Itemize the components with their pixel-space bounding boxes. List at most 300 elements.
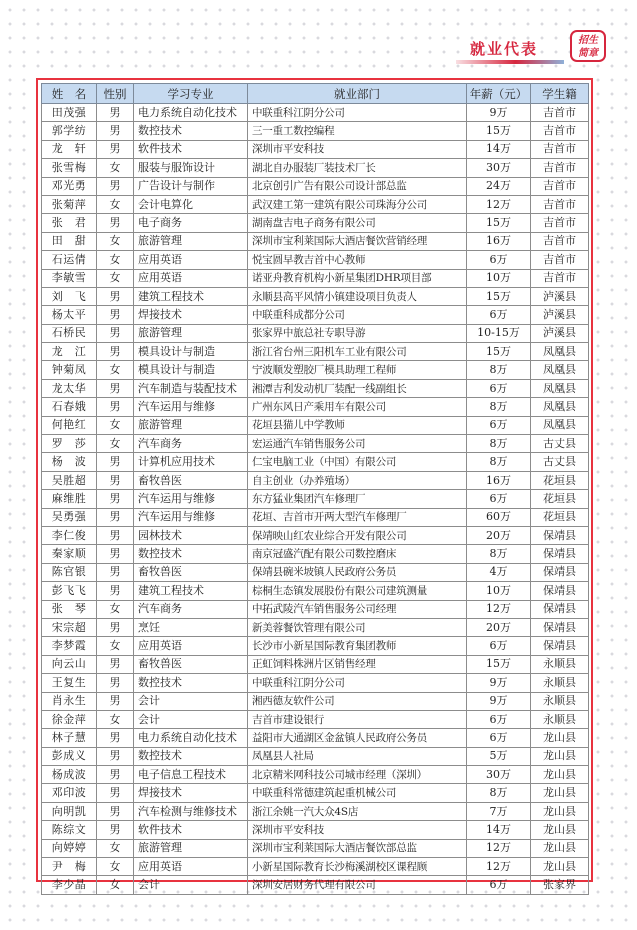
student-name-cell: 林子慧	[42, 729, 97, 747]
student-name-cell: 彭成义	[42, 747, 97, 765]
student-name-cell: 张 君	[42, 214, 97, 232]
student-name-cell: 杨 波	[42, 453, 97, 471]
salary-cell: 8万	[467, 398, 531, 416]
employer-cell: 三一重工数控编程	[248, 122, 467, 140]
major-cell: 畜牧兽医	[134, 563, 248, 581]
seal-line-2: 简章	[578, 48, 598, 59]
salary-cell: 6万	[467, 637, 531, 655]
student-name-cell: 张菊萍	[42, 195, 97, 213]
student-name-cell: 张 琴	[42, 600, 97, 618]
employer-cell: 浙江余姚一汽大众4S店	[248, 802, 467, 820]
student-name-cell: 李少晶	[42, 876, 97, 894]
salary-cell: 6万	[467, 251, 531, 269]
student-name-cell: 石桥民	[42, 324, 97, 342]
employer-cell: 张家界中旅总社专职导游	[248, 324, 467, 342]
column-header-origin: 学生籍	[531, 84, 589, 104]
origin-cell: 龙山县	[531, 802, 589, 820]
student-name-cell: 陈官银	[42, 563, 97, 581]
major-cell: 服装与服饰设计	[134, 159, 248, 177]
origin-cell: 吉首市	[531, 232, 589, 250]
salary-cell: 16万	[467, 471, 531, 489]
major-cell: 会计	[134, 710, 248, 728]
major-cell: 应用英语	[134, 269, 248, 287]
student-name-cell: 麻维胜	[42, 490, 97, 508]
salary-cell: 20万	[467, 618, 531, 636]
student-name-cell: 李敏雪	[42, 269, 97, 287]
employer-cell: 深圳市宝利莱国际大酒店餐饮营销经理	[248, 232, 467, 250]
table-row	[42, 655, 589, 673]
gender-cell: 女	[97, 361, 134, 379]
seal-line-1: 招生	[578, 35, 598, 46]
origin-cell: 泸溪县	[531, 306, 589, 324]
salary-cell: 9万	[467, 104, 531, 122]
gender-cell: 女	[97, 858, 134, 876]
major-cell: 建筑工程技术	[134, 582, 248, 600]
employer-cell: 深圳市平安科技	[248, 821, 467, 839]
salary-cell: 12万	[467, 195, 531, 213]
gender-cell: 男	[97, 563, 134, 581]
employer-cell: 新美蓉餐饮管理有限公司	[248, 618, 467, 636]
section-header	[470, 30, 625, 70]
section-title: 就业代表	[470, 40, 539, 58]
student-name-cell: 龙太华	[42, 379, 97, 397]
salary-cell: 6万	[467, 379, 531, 397]
student-name-cell: 彭飞飞	[42, 582, 97, 600]
employer-cell: 中拓武陵汽车销售服务公司经理	[248, 600, 467, 618]
employer-cell: 永顺县高平风情小镇建设项目负责人	[248, 287, 467, 305]
origin-cell: 花垣县	[531, 471, 589, 489]
table-row	[42, 582, 589, 600]
gender-cell: 女	[97, 159, 134, 177]
salary-cell: 8万	[467, 545, 531, 563]
table-row	[42, 306, 589, 324]
table-row	[42, 287, 589, 305]
salary-cell: 15万	[467, 214, 531, 232]
salary-cell: 7万	[467, 802, 531, 820]
table-row	[42, 269, 589, 287]
student-name-cell: 石春娥	[42, 398, 97, 416]
major-cell: 应用英语	[134, 858, 248, 876]
origin-cell: 吉首市	[531, 140, 589, 158]
employer-cell: 湖南盘吉电子商务有限公司	[248, 214, 467, 232]
student-name-cell: 张雪梅	[42, 159, 97, 177]
salary-cell: 14万	[467, 140, 531, 158]
origin-cell: 永顺县	[531, 710, 589, 728]
table-row	[42, 766, 589, 784]
major-cell: 旅游管理	[134, 416, 248, 434]
major-cell: 旅游管理	[134, 324, 248, 342]
table-row	[42, 343, 589, 361]
gender-cell: 男	[97, 802, 134, 820]
table-row	[42, 692, 589, 710]
origin-cell: 吉首市	[531, 195, 589, 213]
table-row	[42, 545, 589, 563]
salary-cell: 5万	[467, 747, 531, 765]
table-row	[42, 159, 589, 177]
gender-cell: 女	[97, 637, 134, 655]
table-row	[42, 821, 589, 839]
table-row	[42, 122, 589, 140]
origin-cell: 龙山县	[531, 784, 589, 802]
major-cell: 汽车商务	[134, 435, 248, 453]
salary-cell: 6万	[467, 306, 531, 324]
origin-cell: 保靖县	[531, 582, 589, 600]
salary-cell: 15万	[467, 343, 531, 361]
origin-cell: 保靖县	[531, 526, 589, 544]
origin-cell: 古丈县	[531, 435, 589, 453]
gender-cell: 男	[97, 140, 134, 158]
employer-cell: 广州东风日产乘用车有限公司	[248, 398, 467, 416]
salary-cell: 6万	[467, 876, 531, 894]
gender-cell: 女	[97, 269, 134, 287]
major-cell: 旅游管理	[134, 232, 248, 250]
gender-cell: 男	[97, 582, 134, 600]
student-name-cell: 田茂强	[42, 104, 97, 122]
student-name-cell: 陈综文	[42, 821, 97, 839]
column-header-gender: 性别	[97, 84, 134, 104]
employer-cell: 吉首市建设银行	[248, 710, 467, 728]
salary-cell: 20万	[467, 526, 531, 544]
gender-cell: 女	[97, 195, 134, 213]
origin-cell: 龙山县	[531, 839, 589, 857]
origin-cell: 吉首市	[531, 159, 589, 177]
table-row	[42, 471, 589, 489]
gender-cell: 男	[97, 287, 134, 305]
student-name-cell: 王复生	[42, 674, 97, 692]
column-header-major: 学习专业	[134, 84, 248, 104]
table-row	[42, 802, 589, 820]
student-name-cell: 吴勇强	[42, 508, 97, 526]
origin-cell: 凤凰县	[531, 361, 589, 379]
column-header-employer: 就业部门	[248, 84, 467, 104]
gender-cell: 男	[97, 104, 134, 122]
major-cell: 汽车商务	[134, 600, 248, 618]
gender-cell: 女	[97, 232, 134, 250]
table-row	[42, 784, 589, 802]
origin-cell: 吉首市	[531, 177, 589, 195]
origin-cell: 张家界	[531, 876, 589, 894]
major-cell: 应用英语	[134, 251, 248, 269]
major-cell: 焊接技术	[134, 306, 248, 324]
employer-cell: 宏运通汽车销售服务公司	[248, 435, 467, 453]
table-row	[42, 729, 589, 747]
employment-table	[41, 83, 589, 895]
employer-cell: 湘潭吉利发动机厂装配一线副组长	[248, 379, 467, 397]
table-row	[42, 324, 589, 342]
employer-cell: 浙江省台州三阳机车工业有限公司	[248, 343, 467, 361]
salary-cell: 14万	[467, 821, 531, 839]
gender-cell: 男	[97, 306, 134, 324]
table-row	[42, 876, 589, 894]
major-cell: 电子商务	[134, 214, 248, 232]
table-body	[42, 104, 589, 895]
origin-cell: 凤凰县	[531, 398, 589, 416]
gender-cell: 男	[97, 453, 134, 471]
table-row	[42, 214, 589, 232]
salary-cell: 10万	[467, 582, 531, 600]
salary-cell: 9万	[467, 692, 531, 710]
major-cell: 电子信息工程技术	[134, 766, 248, 784]
salary-cell: 8万	[467, 361, 531, 379]
table-row	[42, 526, 589, 544]
table-row	[42, 563, 589, 581]
student-name-cell: 郭学纺	[42, 122, 97, 140]
table-row	[42, 177, 589, 195]
origin-cell: 泸溪县	[531, 324, 589, 342]
table-row	[42, 600, 589, 618]
gender-cell: 女	[97, 416, 134, 434]
employer-cell: 长沙市小新星国际教育集团教师	[248, 637, 467, 655]
gender-cell: 男	[97, 618, 134, 636]
origin-cell: 古丈县	[531, 453, 589, 471]
origin-cell: 保靖县	[531, 600, 589, 618]
salary-cell: 6万	[467, 416, 531, 434]
origin-cell: 花垣县	[531, 490, 589, 508]
table-row	[42, 140, 589, 158]
salary-cell: 12万	[467, 600, 531, 618]
student-name-cell: 宋宗超	[42, 618, 97, 636]
employer-cell: 中联重科江阴分公司	[248, 674, 467, 692]
major-cell: 汽车制造与装配技术	[134, 379, 248, 397]
employer-cell: 仁宝电脑工业（中国）有限公司	[248, 453, 467, 471]
major-cell: 会计	[134, 692, 248, 710]
gender-cell: 男	[97, 821, 134, 839]
title-underline	[456, 60, 564, 64]
student-name-cell: 李梦霞	[42, 637, 97, 655]
major-cell: 烹饪	[134, 618, 248, 636]
column-header-name: 姓 名	[42, 84, 97, 104]
origin-cell: 凤凰县	[531, 343, 589, 361]
gender-cell: 男	[97, 398, 134, 416]
origin-cell: 凤凰县	[531, 379, 589, 397]
student-name-cell: 向明凯	[42, 802, 97, 820]
major-cell: 汽车运用与维修	[134, 490, 248, 508]
origin-cell: 凤凰县	[531, 416, 589, 434]
student-name-cell: 何艳红	[42, 416, 97, 434]
employment-table-frame	[36, 78, 593, 892]
major-cell: 旅游管理	[134, 839, 248, 857]
gender-cell: 男	[97, 379, 134, 397]
salary-cell: 15万	[467, 122, 531, 140]
salary-cell: 8万	[467, 453, 531, 471]
gender-cell: 男	[97, 526, 134, 544]
table-row	[42, 435, 589, 453]
gender-cell: 男	[97, 177, 134, 195]
table-row	[42, 104, 589, 122]
gender-cell: 男	[97, 766, 134, 784]
student-name-cell: 龙 轩	[42, 140, 97, 158]
student-name-cell: 邓印波	[42, 784, 97, 802]
gender-cell: 女	[97, 839, 134, 857]
table-row	[42, 251, 589, 269]
origin-cell: 永顺县	[531, 692, 589, 710]
origin-cell: 吉首市	[531, 104, 589, 122]
salary-cell: 6万	[467, 710, 531, 728]
major-cell: 畜牧兽医	[134, 655, 248, 673]
gender-cell: 男	[97, 508, 134, 526]
salary-cell: 8万	[467, 784, 531, 802]
student-name-cell: 李仁俊	[42, 526, 97, 544]
salary-cell: 30万	[467, 766, 531, 784]
origin-cell: 保靖县	[531, 545, 589, 563]
gender-cell: 男	[97, 545, 134, 563]
student-name-cell: 吴胜超	[42, 471, 97, 489]
origin-cell: 保靖县	[531, 618, 589, 636]
table-row	[42, 747, 589, 765]
table-row	[42, 398, 589, 416]
salary-cell: 4万	[467, 563, 531, 581]
major-cell: 畜牧兽医	[134, 471, 248, 489]
major-cell: 软件技术	[134, 140, 248, 158]
origin-cell: 保靖县	[531, 563, 589, 581]
student-name-cell: 杨太平	[42, 306, 97, 324]
gender-cell: 女	[97, 251, 134, 269]
major-cell: 会计	[134, 876, 248, 894]
student-name-cell: 田 甜	[42, 232, 97, 250]
employer-cell: 南京冠盛汽配有限公司数控磨床	[248, 545, 467, 563]
salary-cell: 8万	[467, 435, 531, 453]
student-name-cell: 秦家顺	[42, 545, 97, 563]
major-cell: 汽车检测与维修技术	[134, 802, 248, 820]
gender-cell: 女	[97, 435, 134, 453]
employer-cell: 小新星国际教育长沙梅溪湖校区课程顾	[248, 858, 467, 876]
gender-cell: 男	[97, 122, 134, 140]
student-name-cell: 钟菊凤	[42, 361, 97, 379]
gender-cell: 男	[97, 784, 134, 802]
major-cell: 汽车运用与维修	[134, 398, 248, 416]
employer-cell: 北京精米网科技公司城市经理（深圳）	[248, 766, 467, 784]
table-row	[42, 674, 589, 692]
table-row	[42, 508, 589, 526]
student-name-cell: 杨成波	[42, 766, 97, 784]
origin-cell: 吉首市	[531, 122, 589, 140]
major-cell: 数控技术	[134, 545, 248, 563]
student-name-cell: 向婷婷	[42, 839, 97, 857]
employer-cell: 深圳安居财务代理有限公司	[248, 876, 467, 894]
table-row	[42, 416, 589, 434]
major-cell: 电力系统自动化技术	[134, 104, 248, 122]
origin-cell: 永顺县	[531, 655, 589, 673]
student-name-cell: 邓光勇	[42, 177, 97, 195]
employer-cell: 凤凰县人社局	[248, 747, 467, 765]
origin-cell: 龙山县	[531, 858, 589, 876]
table-row	[42, 379, 589, 397]
student-name-cell: 石运倩	[42, 251, 97, 269]
table-row	[42, 195, 589, 213]
employer-cell: 宁波顺发塑胶厂模具助理工程师	[248, 361, 467, 379]
salary-cell: 12万	[467, 839, 531, 857]
salary-cell: 15万	[467, 655, 531, 673]
major-cell: 会计电算化	[134, 195, 248, 213]
table-row	[42, 453, 589, 471]
gender-cell: 男	[97, 655, 134, 673]
gender-cell: 男	[97, 324, 134, 342]
gender-cell: 男	[97, 674, 134, 692]
major-cell: 应用英语	[134, 637, 248, 655]
employer-cell: 中联重科成都分公司	[248, 306, 467, 324]
employer-cell: 花垣、吉首市开两大型汽车修理厂	[248, 508, 467, 526]
gender-cell: 女	[97, 710, 134, 728]
salary-cell: 15万	[467, 287, 531, 305]
major-cell: 电力系统自动化技术	[134, 729, 248, 747]
table-row	[42, 637, 589, 655]
employer-cell: 正虹饲料株洲片区销售经理	[248, 655, 467, 673]
origin-cell: 吉首市	[531, 269, 589, 287]
table-row	[42, 858, 589, 876]
origin-cell: 花垣县	[531, 508, 589, 526]
salary-cell: 6万	[467, 490, 531, 508]
major-cell: 广告设计与制作	[134, 177, 248, 195]
student-name-cell: 肖永生	[42, 692, 97, 710]
gender-cell: 女	[97, 600, 134, 618]
student-name-cell: 徐金萍	[42, 710, 97, 728]
salary-cell: 30万	[467, 159, 531, 177]
employer-cell: 中联重科江阴分公司	[248, 104, 467, 122]
enrollment-seal-logo	[570, 30, 606, 62]
major-cell: 软件技术	[134, 821, 248, 839]
major-cell: 建筑工程技术	[134, 287, 248, 305]
table-row	[42, 361, 589, 379]
table-row	[42, 839, 589, 857]
major-cell: 模具设计与制造	[134, 343, 248, 361]
employer-cell: 深圳市宝利莱国际大酒店餐饮部总监	[248, 839, 467, 857]
major-cell: 焊接技术	[134, 784, 248, 802]
table-row	[42, 710, 589, 728]
gender-cell: 女	[97, 876, 134, 894]
origin-cell: 泸溪县	[531, 287, 589, 305]
origin-cell: 龙山县	[531, 821, 589, 839]
employer-cell: 湘西德友软件公司	[248, 692, 467, 710]
salary-cell: 16万	[467, 232, 531, 250]
gender-cell: 男	[97, 471, 134, 489]
gender-cell: 男	[97, 747, 134, 765]
origin-cell: 吉首市	[531, 251, 589, 269]
gender-cell: 男	[97, 214, 134, 232]
salary-cell: 6万	[467, 729, 531, 747]
employer-cell: 保靖映山红农业综合开发有限公司	[248, 526, 467, 544]
major-cell: 数控技术	[134, 747, 248, 765]
employer-cell: 棕桐生态镇发展股份有限公司建筑测量	[248, 582, 467, 600]
gender-cell: 男	[97, 729, 134, 747]
gender-cell: 男	[97, 343, 134, 361]
origin-cell: 吉首市	[531, 214, 589, 232]
employer-cell: 东方猛业集团汽车修理厂	[248, 490, 467, 508]
table-row	[42, 490, 589, 508]
major-cell: 数控技术	[134, 674, 248, 692]
origin-cell: 龙山县	[531, 747, 589, 765]
table-header-row	[42, 84, 589, 104]
employer-cell: 花垣县猫儿中学教师	[248, 416, 467, 434]
employer-cell: 保靖县碗米坡镇人民政府公务员	[248, 563, 467, 581]
origin-cell: 龙山县	[531, 766, 589, 784]
employer-cell: 湖北自办服装厂装技术厂长	[248, 159, 467, 177]
column-header-salary: 年薪（元）	[467, 84, 531, 104]
student-name-cell: 尹 梅	[42, 858, 97, 876]
student-name-cell: 刘 飞	[42, 287, 97, 305]
major-cell: 模具设计与制造	[134, 361, 248, 379]
major-cell: 汽车运用与维修	[134, 508, 248, 526]
employer-cell: 北京创引广告有限公司设计部总监	[248, 177, 467, 195]
salary-cell: 24万	[467, 177, 531, 195]
student-name-cell: 龙 江	[42, 343, 97, 361]
origin-cell: 保靖县	[531, 637, 589, 655]
gender-cell: 男	[97, 692, 134, 710]
salary-cell: 60万	[467, 508, 531, 526]
employer-cell: 自主创业（办养殖场）	[248, 471, 467, 489]
employer-cell: 益阳市大通湖区金盆镇人民政府公务员	[248, 729, 467, 747]
student-name-cell: 向云山	[42, 655, 97, 673]
table-row	[42, 232, 589, 250]
